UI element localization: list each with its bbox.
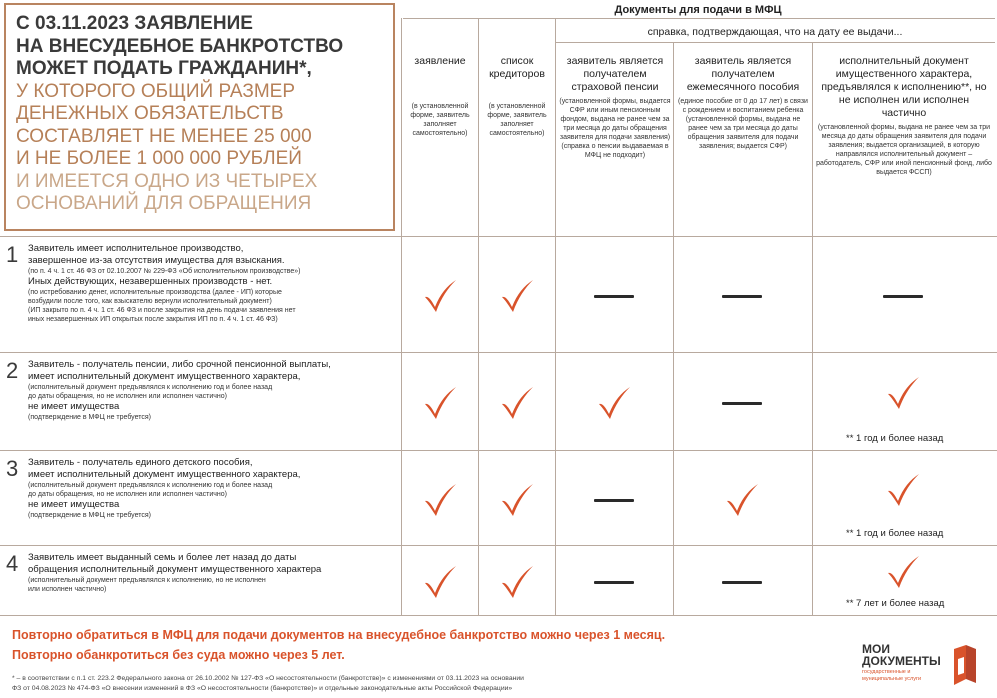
row-note-line: возбудили после того, как взыскателю вернули исполнительный документ) xyxy=(28,298,272,305)
col-head-note: (установленной формы, выдана не ранее чем за три месяца до даты обращения заявителя для подачи заявления; выдается организацией, в которую направлялся исполнительный документ – работодатель, СФР или иной пенсионный фонд, либо выдается ФССП) xyxy=(816,124,992,176)
check-mark-icon xyxy=(885,375,921,411)
row-main-line: не имеет имущества xyxy=(28,499,120,510)
footnote-line-2: ФЗ от 04.08.2023 № 474-ФЗ «О внесении изменений в ФЗ «О несостоятельности (банкротстве)» и отдельные законодательные акты Российской Федерации» xyxy=(12,685,513,692)
row-main-line: имеет исполнительный документ имущественного характера, xyxy=(28,371,301,382)
headline-line: И ИМЕЕТСЯ ОДНО ИЗ ЧЕТЫРЕХ xyxy=(16,170,318,192)
row-note-line: (по истребованию денег, исполнительные производства (далее - ИП) которые xyxy=(28,289,282,296)
row-description xyxy=(28,359,388,422)
row-main-line: не имеет имущества xyxy=(28,401,120,412)
grid-line xyxy=(0,450,997,451)
col-head-pension xyxy=(559,55,671,160)
row-note-line: или исполнен частично) xyxy=(28,586,107,593)
col-head-executive-document xyxy=(816,55,992,177)
headline-line: НА ВНЕСУДЕБНОЕ БАНКРОТСТВО xyxy=(16,35,344,57)
headline-line: ОСНОВАНИЙ ДЛЯ ОБРАЩЕНИЯ xyxy=(16,193,312,214)
grid-line xyxy=(673,42,674,615)
row-number: 1 xyxy=(6,242,19,267)
headline-line: С 03.11.2023 ЗАЯВЛЕНИЕ xyxy=(16,13,253,34)
grid-line xyxy=(403,18,995,19)
row-note-line: иных незавершенных ИП открытых после закрытия ИП по п. 4 ч. 1 ст. 46 ФЗ) xyxy=(28,316,278,323)
row-main-line: обращения исполнительный документ имущественного характера xyxy=(28,564,322,575)
row-note-line: (исполнительный документ предъявлялся к исполнению год и более назад xyxy=(28,384,273,391)
row-note-line: (исполнительный документ предъявлялся к исполнению год и более назад xyxy=(28,482,273,489)
dash-mark-icon xyxy=(722,295,762,298)
col-head-creditors xyxy=(480,55,554,138)
check-mark-icon xyxy=(422,385,458,421)
period-note: ** 7 лет и более назад xyxy=(846,598,945,609)
headline-line: СОСТАВЛЯЕТ НЕ МЕНЕЕ 25 000 xyxy=(16,125,312,147)
check-mark-icon xyxy=(422,482,458,518)
row-main-line: Заявитель имеет исполнительное производство, xyxy=(28,243,244,254)
check-mark-icon xyxy=(885,472,921,508)
row-note-line: до даты обращения, но не исполнен или исполнен частично) xyxy=(28,491,227,498)
row-description xyxy=(28,243,388,324)
headline-lines xyxy=(16,13,383,216)
repeat-bankruptcy-note: Повторно обанкротиться без суда можно через 5 лет. xyxy=(12,648,345,662)
dash-mark-icon xyxy=(594,581,634,584)
row-number: 3 xyxy=(6,456,19,481)
dash-mark-icon xyxy=(722,402,762,405)
headline-line: И НЕ БОЛЕЕ 1 000 000 РУБЛЕЙ xyxy=(16,148,302,169)
row-note-line: (исполнительный документ предъявлялся к исполнению, но не исполнен xyxy=(28,577,266,584)
logo-line-3: государственные и муниципальные услуги xyxy=(862,669,922,682)
check-mark-icon xyxy=(885,554,921,590)
documents-title: Документы для подачи в МФЦ xyxy=(614,4,782,16)
row-number: 2 xyxy=(6,358,19,383)
row-description xyxy=(28,457,388,520)
row-note-line: (по п. 4 ч. 1 ст. 46 ФЗ от 02.10.2007 № 229-ФЗ «Об исполнительном производстве») xyxy=(28,268,301,275)
logo-line-2: ДОКУМЕНТЫ xyxy=(862,654,941,668)
grid-line xyxy=(555,42,995,43)
col-head-note: (единое пособие от 0 до 17 лет) в связи с рождением и воспитанием ребенка (установленной формы, выдана не ранее чем за три месяца до даты обращения заявителя для подачи заявления; выдается СФР) xyxy=(678,98,808,150)
row-main-line: имеет исполнительный документ имущественного характера, xyxy=(28,469,301,480)
grid-line xyxy=(0,352,997,353)
grid-line xyxy=(812,42,813,615)
headline-line: ДЕНЕЖНЫХ ОБЯЗАТЕЛЬСТВ xyxy=(16,103,284,124)
row-note-line: (подтверждение в МФЦ не требуется) xyxy=(28,512,152,519)
check-mark-icon xyxy=(499,385,535,421)
col-head-label: заявитель является получателем ежемесячного пособия xyxy=(686,55,800,93)
col-head-note: (в установленной форме, заявитель заполняет самостоятельно) xyxy=(487,103,547,137)
check-mark-icon xyxy=(499,564,535,600)
col-head-application xyxy=(403,55,477,138)
footnote-line-1: * – в соответствии с п.1 ст. 223.2 Федерального закона от 26.10.2002 № 127-ФЗ «О несостоятельности (банкротстве)» с изменениями от 03.11.2023 на основании xyxy=(12,675,524,682)
period-note: ** 1 год и более назад xyxy=(846,528,944,539)
dash-mark-icon xyxy=(594,499,634,502)
dash-mark-icon xyxy=(722,581,762,584)
check-mark-icon xyxy=(499,278,535,314)
headline-box xyxy=(4,3,395,231)
grid-line xyxy=(0,545,997,546)
dash-mark-icon xyxy=(594,295,634,298)
check-mark-icon xyxy=(596,385,632,421)
grid-line xyxy=(0,615,997,616)
row-note-line: (ИП закрыто по п. 4 ч. 1 ст. 46 ФЗ и после закрытия на день подачи заявления нет xyxy=(28,307,296,314)
col-head-allowance xyxy=(677,55,809,151)
row-note-line: до даты обращения, но не исполнен или исполнен частично) xyxy=(28,393,227,400)
check-mark-icon xyxy=(499,482,535,518)
headline-line: МОЖЕТ ПОДАТЬ ГРАЖДАНИН*, xyxy=(16,58,312,79)
logo-mark-icon xyxy=(950,643,978,687)
col-head-label: исполнительный документ имущественного характера, предъявлялся к исполнению**, но не исполнен или исполнен частично xyxy=(821,55,987,119)
check-mark-icon xyxy=(422,564,458,600)
grid-line xyxy=(478,18,479,615)
row-description xyxy=(28,552,388,594)
col-head-label: список кредиторов xyxy=(489,55,545,80)
col-head-label: заявление xyxy=(414,55,466,67)
grid-line xyxy=(401,18,402,615)
row-main-line: завершенное из-за отсутствия имущества для взыскания. xyxy=(28,255,285,266)
col-head-note: (установленной формы, выдается СФР или иным пенсионным фондом, выдана не ранее чем за три месяца до даты обращения заявителя для подачи заявления) (справка о пенсии выдаваемая в МФЦ не подходит) xyxy=(559,98,671,159)
certificate-title: справка, подтверждающая, что на дату ее выдачи... xyxy=(647,26,903,38)
logo-line-1: МОИ xyxy=(862,642,890,656)
grid-line xyxy=(0,236,997,237)
period-note: ** 1 год и более назад xyxy=(846,433,944,444)
row-main-line: Заявитель - получатель пенсии, либо срочной пенсионной выплаты, xyxy=(28,359,331,370)
dash-mark-icon xyxy=(883,295,923,298)
col-head-label: заявитель является получателем страховой пенсии xyxy=(566,55,664,93)
row-note-line: (подтверждение в МФЦ не требуется) xyxy=(28,414,152,421)
row-main-line: Иных действующих, незавершенных производств - нет. xyxy=(28,276,273,287)
row-number: 4 xyxy=(6,551,19,576)
repeat-mfc-note: Повторно обратиться в МФЦ для подачи документов на внесудебное банкротство можно через 1 месяц. xyxy=(12,628,666,642)
row-main-line: Заявитель имеет выданный семь и более лет назад до даты xyxy=(28,552,297,563)
row-main-line: Заявитель - получатель единого детского пособия, xyxy=(28,457,253,468)
check-mark-icon xyxy=(422,278,458,314)
col-head-note: (в установленной форме, заявитель заполняет самостоятельно) xyxy=(410,103,470,137)
grid-line xyxy=(555,18,556,615)
headline-line: У КОТОРОГО ОБЩИЙ РАЗМЕР xyxy=(16,80,295,102)
check-mark-icon xyxy=(724,482,760,518)
moi-dokumenty-logo xyxy=(862,643,992,695)
